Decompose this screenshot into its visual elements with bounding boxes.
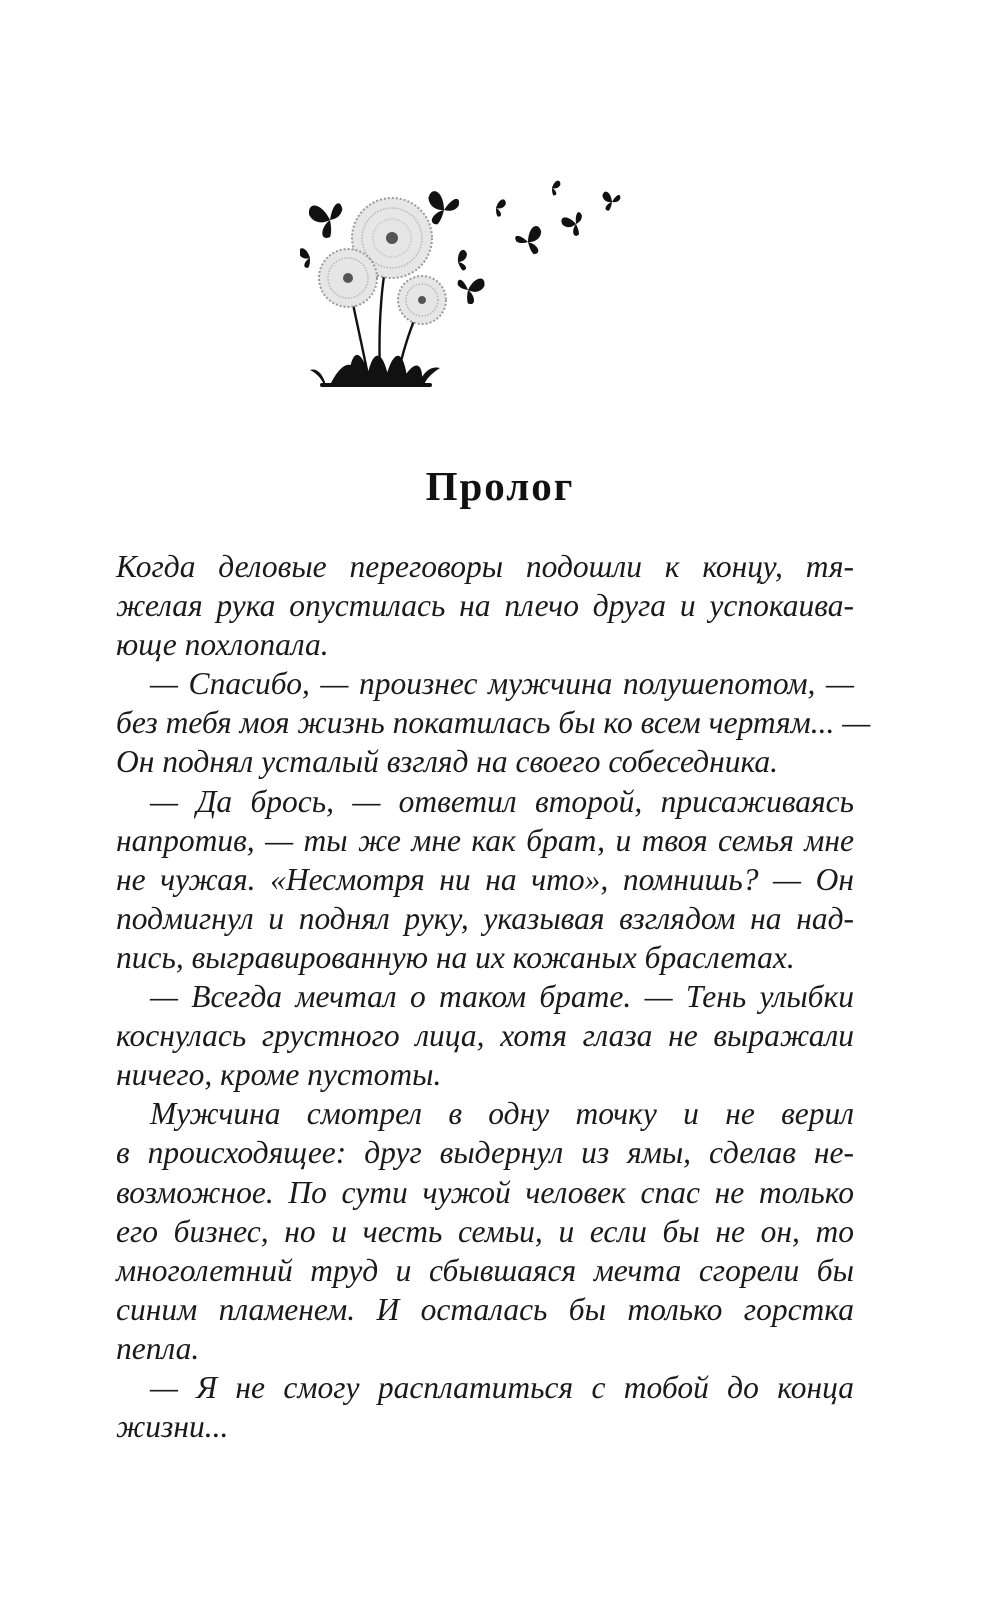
text-line: — Всегда мечтал о таком брате. — Тень улыбки: [150, 979, 854, 1015]
text-line: его бизнес, но и честь семьи, и если бы не он, то: [116, 1213, 854, 1249]
text-line: Мужчина смотрел в одну точку и не верил: [150, 1096, 854, 1132]
text-line: подмигнул и поднял руку, указывая взглядом на над-: [116, 900, 854, 936]
text-line: пепла.: [116, 1330, 200, 1366]
text-line: многолетний труд и сбывшаяся мечта сгорели бы: [116, 1252, 854, 1288]
text-line: коснулась грустного лица, хотя глаза не выражали: [116, 1018, 854, 1054]
text-line: — Спасибо, — произнес мужчина полушепотом, —: [150, 666, 854, 702]
text-line: — Да брось, — ответил второй, присаживаясь: [150, 783, 854, 819]
text-line: не чужая. «Несмотря ни на что», помнишь? — Он: [116, 861, 854, 897]
text-line: жизни...: [116, 1409, 229, 1445]
text-line: юще похлопала.: [116, 627, 329, 663]
text-line: желая рука опустилась на плечо друга и успокаива-: [116, 588, 854, 624]
text-line: Когда деловые переговоры подошли к концу, тя-: [116, 549, 854, 584]
dandelions-with-butterflies-icon: [300, 180, 640, 410]
text-line: напротив, — ты же мне как брат, и твоя семья мне: [116, 822, 854, 858]
text-line: синим пламенем. И осталась бы только горстка: [116, 1291, 854, 1327]
text-line: без тебя моя жизнь покатилась бы ко всем чертям... —: [116, 705, 871, 741]
text-line: — Я не смогу расплатиться с тобой до конца: [150, 1369, 854, 1405]
text-line: ничего, кроме пустоты.: [116, 1057, 442, 1093]
text-line: возможное. По сути чужой человек спас не только: [116, 1174, 854, 1210]
text-line: в происходящее: друг выдернул из ямы, сделав не-: [116, 1135, 854, 1171]
text-line: пись, выгравированную на их кожаных браслетах.: [116, 939, 795, 975]
body-text: [116, 547, 871, 1446]
chapter-title: Пролог: [425, 463, 575, 509]
text-line: Он поднял усталый взгляд на своего собеседника.: [116, 744, 779, 780]
